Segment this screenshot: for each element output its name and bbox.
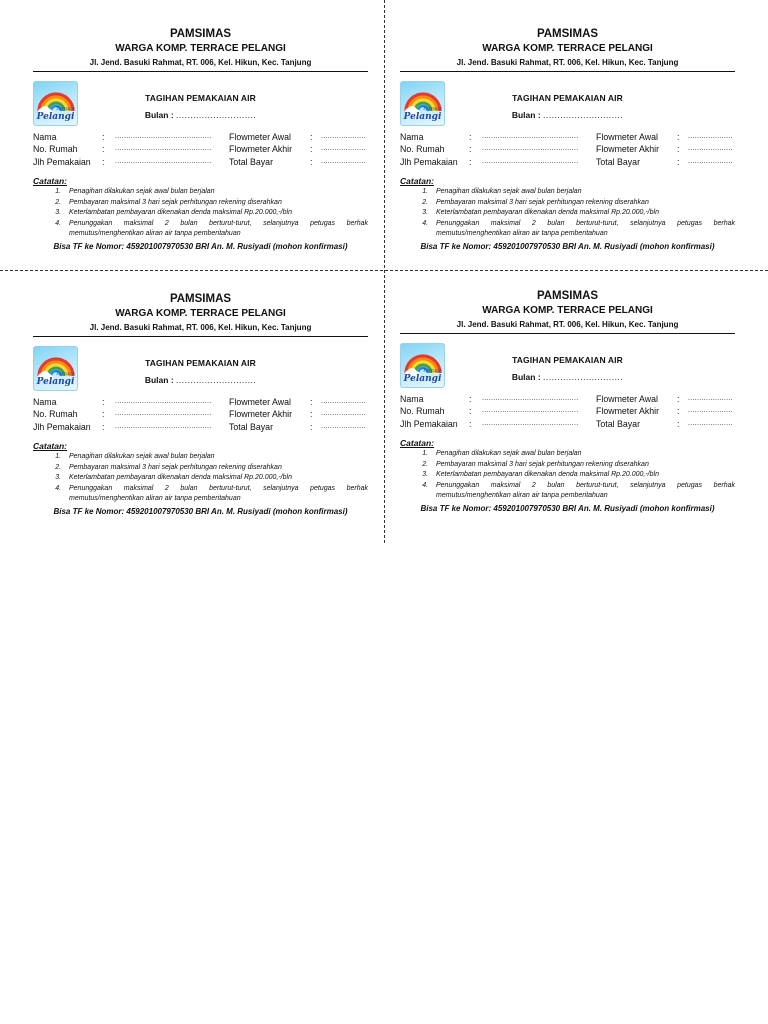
field-value-flowmeter-awal[interactable]: .................... (688, 395, 733, 402)
complex-name: WARGA KOMP. TERRACE PELANGI (482, 43, 653, 54)
bill-title: TAGIHAN PEMAKAIAN AIR (512, 93, 623, 103)
month-line: Bulan : ............................ (144, 110, 257, 120)
bill-fields: Nama : ........................................... No. Rumah : ........................................... Jlh Pemakaian : ........................................... Flowmeter Awal : .................... Flowmeter Akhir : .................... Total Bayar : .................... (400, 394, 733, 429)
bill-title: TAGIHAN PEMAKAIAN AIR (145, 93, 256, 103)
transfer-info: Bisa TF ke Nomor: 459201007970530 BRI An. M. Rusiyadi (mohon konfirmasi) (420, 241, 715, 251)
note-item: 2. Pembayaran maksimal 3 hari sejak perhitungan rekening diserahkan (430, 198, 735, 209)
field-label-flowmeter-akhir: Flowmeter Akhir (596, 144, 660, 154)
notes-list (400, 449, 735, 502)
field-label-flowmeter-awal: Flowmeter Awal (596, 132, 658, 142)
notes-heading: Catatan: (400, 176, 435, 186)
bill-slip-4 (400, 289, 735, 513)
org-title: PAMSIMAS (536, 290, 599, 302)
field-label-jlh-pemakaian: Jlh Pemakaian (33, 157, 91, 167)
field-value-nama[interactable]: ........................................... (115, 133, 212, 140)
address: Jl. Jend. Basuki Rahmat, RT. 006, Kel. Hikun, Kec. Tanjung (456, 320, 679, 329)
field-label-total-bayar: Total Bayar (229, 422, 274, 432)
field-value-no-rumah[interactable]: ........................................... (115, 145, 212, 152)
field-value-flowmeter-akhir[interactable]: .................... (321, 145, 366, 152)
org-title: PAMSIMAS (169, 293, 232, 305)
field-label-total-bayar: Total Bayar (596, 157, 641, 167)
bill-slip-1 (33, 27, 368, 251)
field-value-jlh-pemakaian[interactable]: ........................................... (115, 423, 212, 430)
note-item: 3. Keterlambatan pembayaran dikenakan denda maksimal Rp.20.000,-/bln (430, 208, 735, 219)
notes-heading: Catatan: (400, 438, 435, 448)
notes-heading: Catatan: (33, 441, 68, 451)
bill-fields: Nama : ........................................... No. Rumah : ........................................... Jlh Pemakaian : ........................................... Flowmeter Awal : .................... Flowmeter Akhir : .................... Total Bayar : .................... (33, 397, 366, 432)
field-value-total-bayar[interactable]: .................... (321, 423, 366, 430)
note-item: 1. Penagihan dilakukan sejak awal bulan berjalan (63, 187, 368, 198)
complex-name: WARGA KOMP. TERRACE PELANGI (115, 43, 286, 54)
field-label-no-rumah: No. Rumah (33, 409, 78, 419)
field-label-flowmeter-akhir: Flowmeter Akhir (596, 406, 660, 416)
horizontal-cut-line (0, 270, 768, 271)
notes-list (400, 187, 735, 240)
field-value-no-rumah[interactable]: ........................................... (482, 407, 579, 414)
field-label-flowmeter-awal: Flowmeter Awal (229, 132, 291, 142)
field-label-jlh-pemakaian: Jlh Pemakaian (400, 157, 458, 167)
field-value-total-bayar[interactable]: .................... (321, 158, 366, 165)
note-item: 1. Penagihan dilakukan sejak awal bulan berjalan (63, 452, 368, 463)
notes-heading: Catatan: (33, 176, 68, 186)
rainbow-logo-icon: Terrace Pelangi (400, 81, 445, 126)
field-label-flowmeter-akhir: Flowmeter Akhir (229, 144, 293, 154)
field-value-flowmeter-akhir[interactable]: .................... (688, 145, 733, 152)
note-item: 3. Keterlambatan pembayaran dikenakan denda maksimal Rp.20.000,-/bln (430, 470, 735, 481)
vertical-cut-line (384, 0, 385, 543)
address: Jl. Jend. Basuki Rahmat, RT. 006, Kel. Hikun, Kec. Tanjung (89, 323, 312, 332)
field-label-no-rumah: No. Rumah (400, 144, 445, 154)
field-label-nama: Nama (400, 132, 424, 142)
note-item: 4. Penunggakan maksimal 2 bulan berturut-turut, selanjutnya petugas berhak memutus/menghentikan aliran air tanpa pemberitahuan (63, 484, 368, 505)
note-item: 4. Penunggakan maksimal 2 bulan berturut-turut, selanjutnya petugas berhak memutus/menghentikan aliran air tanpa pemberitahuan (63, 219, 368, 240)
field-value-flowmeter-akhir[interactable]: .................... (321, 410, 366, 417)
field-value-total-bayar[interactable]: .................... (688, 420, 733, 427)
field-value-flowmeter-awal[interactable]: .................... (321, 133, 366, 140)
field-value-jlh-pemakaian[interactable]: ........................................... (482, 158, 579, 165)
field-label-flowmeter-awal: Flowmeter Awal (229, 397, 291, 407)
field-label-jlh-pemakaian: Jlh Pemakaian (400, 419, 458, 429)
bill-fields: Nama : ........................................... No. Rumah : ........................................... Jlh Pemakaian : ........................................... Flowmeter Awal : .................... Flowmeter Akhir : .................... Total Bayar : .................... (400, 132, 733, 167)
field-value-jlh-pemakaian[interactable]: ........................................... (115, 158, 212, 165)
note-item: 3. Keterlambatan pembayaran dikenakan denda maksimal Rp.20.000,-/bln (63, 473, 368, 484)
rainbow-logo-icon: Terrace Pelangi (33, 346, 78, 391)
field-label-nama: Nama (33, 397, 57, 407)
note-item: 2. Pembayaran maksimal 3 hari sejak perhitungan rekening diserahkan (430, 460, 735, 471)
bill-title: TAGIHAN PEMAKAIAN AIR (512, 355, 623, 365)
field-label-nama: Nama (400, 394, 424, 404)
transfer-info: Bisa TF ke Nomor: 459201007970530 BRI An. M. Rusiyadi (mohon konfirmasi) (420, 503, 715, 513)
address: Jl. Jend. Basuki Rahmat, RT. 006, Kel. Hikun, Kec. Tanjung (456, 58, 679, 67)
org-title: PAMSIMAS (169, 28, 232, 40)
complex-name: WARGA KOMP. TERRACE PELANGI (482, 305, 653, 316)
transfer-info: Bisa TF ke Nomor: 459201007970530 BRI An. M. Rusiyadi (mohon konfirmasi) (53, 241, 348, 251)
field-value-total-bayar[interactable]: .................... (688, 158, 733, 165)
field-label-flowmeter-awal: Flowmeter Awal (596, 394, 658, 404)
transfer-info: Bisa TF ke Nomor: 459201007970530 BRI An. M. Rusiyadi (mohon konfirmasi) (53, 506, 348, 516)
month-line: Bulan : ............................ (144, 375, 257, 385)
rainbow-logo-icon: Terrace Pelangi (33, 81, 78, 126)
field-value-flowmeter-akhir[interactable]: .................... (688, 407, 733, 414)
field-value-flowmeter-awal[interactable]: .................... (688, 133, 733, 140)
field-value-jlh-pemakaian[interactable]: ........................................... (482, 420, 579, 427)
field-label-jlh-pemakaian: Jlh Pemakaian (33, 422, 91, 432)
note-item: 4. Penunggakan maksimal 2 bulan berturut-turut, selanjutnya petugas berhak memutus/menghentikan aliran air tanpa pemberitahuan (430, 481, 735, 502)
field-value-no-rumah[interactable]: ........................................... (115, 410, 212, 417)
note-item: 4. Penunggakan maksimal 2 bulan berturut-turut, selanjutnya petugas berhak memutus/menghentikan aliran air tanpa pemberitahuan (430, 219, 735, 240)
field-value-nama[interactable]: ........................................... (482, 133, 579, 140)
field-value-nama[interactable]: ........................................... (482, 395, 579, 402)
note-item: 2. Pembayaran maksimal 3 hari sejak perhitungan rekening diserahkan (63, 198, 368, 209)
note-item: 1. Penagihan dilakukan sejak awal bulan berjalan (430, 187, 735, 198)
org-title: PAMSIMAS (536, 28, 599, 40)
bill-fields: Nama : ........................................... No. Rumah : ........................................... Jlh Pemakaian : ........................................... Flowmeter Awal : .................... Flowmeter Akhir : .................... Total Bayar : .................... (33, 132, 366, 167)
bill-slip-3 (33, 292, 368, 516)
complex-name: WARGA KOMP. TERRACE PELANGI (115, 308, 286, 319)
bill-title: TAGIHAN PEMAKAIAN AIR (145, 358, 256, 368)
month-line: Bulan : ............................ (511, 110, 624, 120)
notes-list (33, 187, 368, 240)
field-label-total-bayar: Total Bayar (596, 419, 641, 429)
field-label-flowmeter-akhir: Flowmeter Akhir (229, 409, 293, 419)
rainbow-logo-icon: Terrace Pelangi (400, 343, 445, 388)
note-item: 3. Keterlambatan pembayaran dikenakan denda maksimal Rp.20.000,-/bln (63, 208, 368, 219)
address: Jl. Jend. Basuki Rahmat, RT. 006, Kel. Hikun, Kec. Tanjung (89, 58, 312, 67)
field-value-nama[interactable]: ........................................... (115, 398, 212, 405)
note-item: 2. Pembayaran maksimal 3 hari sejak perhitungan rekening diserahkan (63, 463, 368, 474)
notes-list (33, 452, 368, 505)
field-label-nama: Nama (33, 132, 57, 142)
month-line: Bulan : ............................ (511, 372, 624, 382)
field-label-total-bayar: Total Bayar (229, 157, 274, 167)
bill-slip-2 (400, 27, 735, 251)
field-label-no-rumah: No. Rumah (33, 144, 78, 154)
note-item: 1. Penagihan dilakukan sejak awal bulan berjalan (430, 449, 735, 460)
field-label-no-rumah: No. Rumah (400, 406, 445, 416)
field-value-no-rumah[interactable]: ........................................... (482, 145, 579, 152)
field-value-flowmeter-awal[interactable]: .................... (321, 398, 366, 405)
